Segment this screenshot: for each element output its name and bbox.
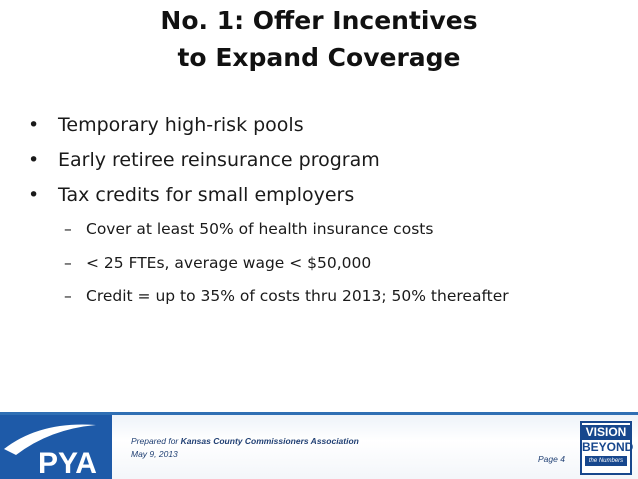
sub-bullet-item	[0, 247, 638, 281]
sub-bullet-text: < 25 FTEs, average wage < $50,000	[86, 253, 372, 272]
sub-bullet-text: Credit = up to 35% of costs thru 2013; 50% thereafter	[86, 287, 509, 305]
bullet-marker: •	[28, 149, 40, 171]
footer-date: May 9, 2013	[131, 449, 178, 459]
slide-footer	[0, 415, 638, 479]
pya-swoosh-icon	[0, 415, 112, 479]
sub-bullet-item	[0, 213, 638, 247]
sub-bullet-item	[0, 280, 638, 314]
bullet-list	[0, 108, 638, 314]
sub-bullet-text: Cover at least 50% of health insurance costs	[86, 220, 434, 238]
footer-info	[131, 435, 359, 461]
sub-bullet-marker: –	[64, 287, 72, 305]
bullet-marker: •	[28, 184, 40, 206]
badge-top-text: VISION	[582, 425, 630, 440]
bullet-item	[0, 143, 638, 178]
pya-logo-text: PYA	[38, 447, 97, 479]
page-number: Page 4	[538, 454, 565, 464]
bullet-marker: •	[28, 114, 40, 136]
badge-mid-text: BEYOND	[582, 440, 634, 454]
sub-bullet-marker: –	[64, 220, 72, 238]
sub-bullet-marker: –	[64, 253, 72, 272]
vision-beyond-badge	[580, 421, 632, 475]
bullet-text: Early retiree reinsurance program	[58, 149, 380, 171]
bullet-item	[0, 178, 638, 213]
title-line-2: to Expand Coverage	[177, 43, 461, 72]
bullet-text: Temporary high-risk pools	[58, 114, 304, 136]
prepared-for-org: Kansas County Commissioners Association	[180, 436, 359, 446]
pya-logo	[0, 415, 112, 479]
bullet-item	[0, 108, 638, 143]
badge-bottom-text: the Numbers	[585, 456, 627, 466]
bullet-text: Tax credits for small employers	[58, 184, 355, 206]
prepared-for-prefix: Prepared for	[131, 436, 181, 446]
slide-title	[0, 2, 638, 76]
title-line-1: No. 1: Offer Incentives	[160, 6, 478, 35]
prepared-for-line	[131, 435, 359, 448]
